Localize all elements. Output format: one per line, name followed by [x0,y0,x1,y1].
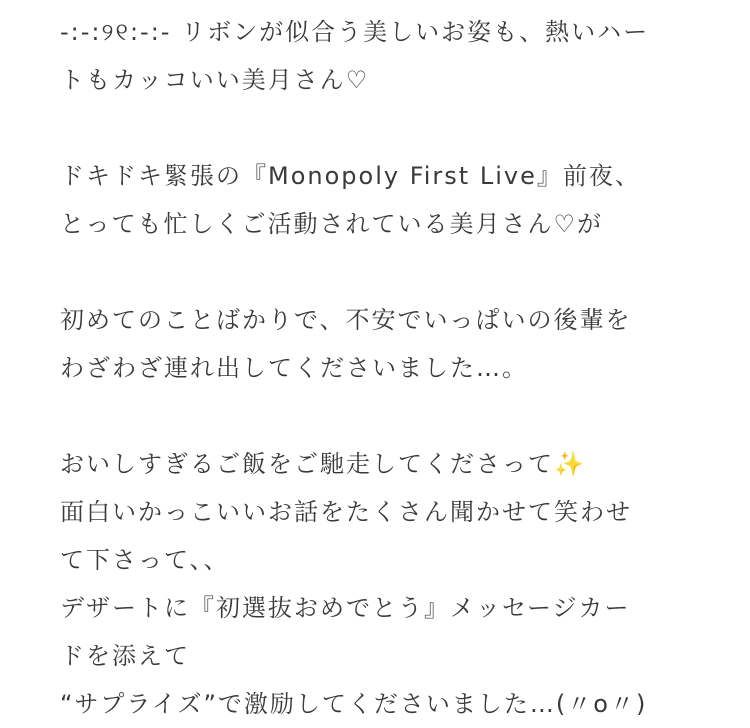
text-line: 面白いかっこいいお話をたくさん聞かせて笑わせ [60,498,632,526]
text-line: ドキドキ緊張の『Monopoly First Live』前夜、 [60,162,641,190]
text-line: デザートに『初選抜おめでとう』メッセージカー [60,594,631,622]
paragraph-gap [60,392,740,440]
text-line: トもカッコいい美月さん♡ [60,66,370,94]
text-line: とっても忙しくご活動されている美月さん♡が [60,210,604,238]
sparkles-icon: ✨ [554,450,584,478]
text-line: ドを添えて [60,642,190,670]
text-line: “サプライズ”で激励してくださいました…(〃o〃) [60,690,648,718]
article-text [60,8,740,728]
text-line: わざわざ連れ出してくださいました…。 [60,354,528,382]
text-line [60,440,740,488]
text-line: 初めてのことばかりで、不安でいっぱいの後輩を [60,306,632,334]
text-line: -:-:୨୧:-:- リボンが似合う美しいお姿も、熱いハー [60,18,650,46]
text-line: て下さって、、 [60,546,230,574]
text-line-content: おいしすぎるご飯をご馳走してくださって [60,450,554,478]
paragraph-gap [60,104,740,152]
paragraph-gap [60,248,740,296]
